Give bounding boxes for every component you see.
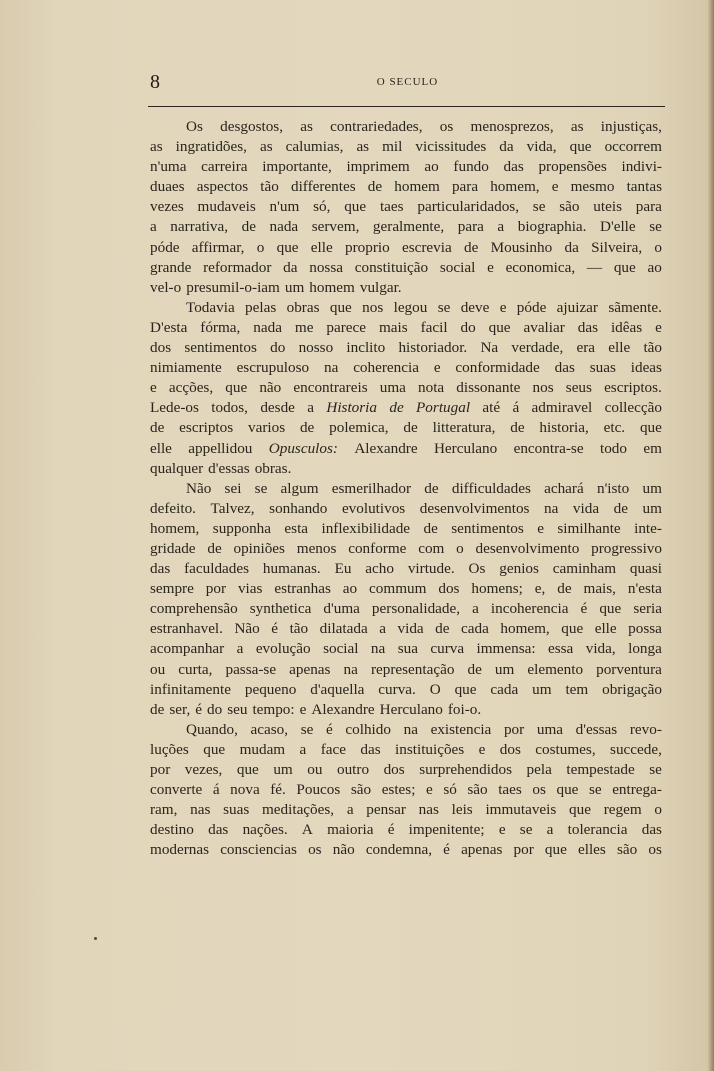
text-line: as ingratidões, as calumias, as mil vicissitudes da vida, que occorrem: [150, 138, 662, 156]
text-line: vel-o presumil-o-iam um homem vulgar.: [150, 278, 402, 296]
text-line: defeito. Talvez, sonhando evolutivos desenvolvimentos na vida de um: [150, 499, 662, 517]
text-line: grande reformador da nossa constituição social e economica, — que ao: [150, 258, 662, 276]
text-line: Quando, acaso, se é colhido na existencia por uma d'essas revo-: [186, 720, 662, 738]
text-line: dos sentimentos do nosso inclito historiador. Na verdade, era elle tão: [150, 339, 662, 357]
text-line: D'esta fórma, nada me parece mais facil do que avaliar das idêas e: [150, 318, 662, 336]
text-line: converte á nova fé. Poucos são estes; e só são taes os que se entrega-: [150, 781, 662, 799]
text-line: vezes mudaveis n'um só, que taes particularidados, se são uteis para: [150, 198, 662, 216]
page-edge-shadow: [708, 0, 714, 1071]
text-line: luções que mudam a face das instituições e dos costumes, succede,: [150, 740, 662, 758]
text-line: estranhavel. Não é tão dilatada a vida de cada homem, que elle possa: [150, 620, 662, 638]
text-line: ram, nas suas meditações, a pensar nas leis immutaveis que regem o: [150, 801, 662, 819]
running-head: O SECULO: [376, 76, 439, 88]
text-line: Todavia pelas obras que nos legou se deve e póde ajuizar sãmente.: [186, 298, 662, 316]
body-text: [150, 117, 662, 860]
text-line: gridade de opiniões menos conforme com o desenvolvimento progressivo: [150, 539, 662, 557]
text-line: nimiamente escrupuloso na coherencia e conformidade das suas ideas: [150, 359, 662, 377]
page-header: [150, 70, 665, 100]
text-line: n'uma carreira importante, imprimem ao fundo das propensões indivi-: [150, 158, 662, 176]
header-rule: [148, 106, 665, 107]
text-line: de escriptos varios de polemica, de litteratura, de historia, etc. que: [150, 419, 662, 437]
text-line: Lede-os todos, desde a Historia de Portugal até á admiravel collecção: [150, 399, 662, 417]
text-line: póde affirmar, o que elle proprio escrevia de Mousinho da Silveira, o: [150, 238, 662, 256]
text-line: infinitamente pequeno d'aquella curva. O que cada um tem obrigação: [150, 680, 662, 698]
page-number: 8: [150, 71, 160, 93]
text-line: Não sei se algum esmerilhador de difficuldades achará n'isto um: [186, 479, 662, 497]
text-line: por vezes, que um ou outro dos surprehendidos pela tempestade se: [150, 761, 662, 778]
text-line: ou curta, passa-se apenas na representação de um elemento porventura: [150, 660, 662, 678]
text-line: sempre por vias estranhas ao commum dos homens; e, de mais, n'esta: [150, 580, 662, 598]
text-line: Os desgostos, as contrariedades, os menosprezos, as injustiças,: [186, 118, 662, 135]
text-line: elle appellidou Opusculos: Alexandre Herculano encontra-se todo em: [150, 439, 662, 457]
text-line: de ser, é do seu tempo: e Alexandre Herculano foi-o.: [150, 700, 482, 718]
text-line: homem, supponha esta inflexibilidade de sentimentos e similhante inte-: [150, 519, 662, 537]
text-line: destino das nações. A maioria é impenitente; e se a tolerancia das: [150, 821, 662, 839]
text-line: acompanhar a evolução social na sua curva immensa: essa vida, longa: [150, 640, 662, 658]
text-line: duaes aspectos tão differentes de homem para homem, e mesmo tantas: [150, 178, 662, 196]
text-line: a narrativa, de nada servem, geralmente, para a biographia. D'elle se: [150, 218, 662, 236]
text-line: das faculdades humanas. Eu acho virtude. Os genios caminham quasi: [150, 560, 662, 578]
text-line: e acções, que não encontrareis uma nota dissonante nos seus escriptos.: [150, 379, 662, 397]
paper-speck: [94, 937, 97, 940]
text-line: qualquer d'essas obras.: [150, 459, 292, 477]
text-line: modernas consciencias os não condemna, é apenas por que elles são os: [150, 841, 662, 859]
text-line: comprehensão synthetica d'uma personalidade, a incoherencia é que seria: [150, 600, 662, 618]
